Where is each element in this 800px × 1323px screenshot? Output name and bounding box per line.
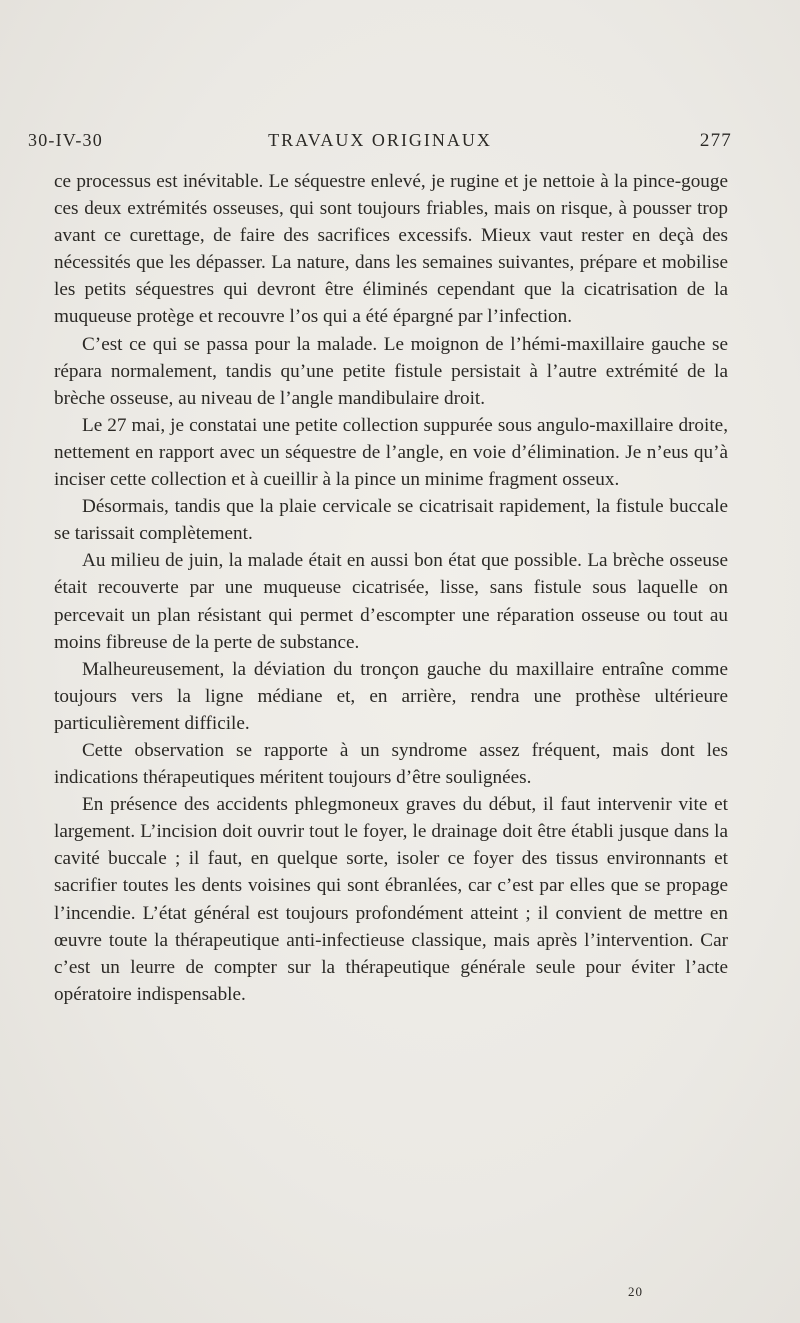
paragraph: Au milieu de juin, la malade était en aussi bon état que possible. La brèche osseuse était recouverte par une muqueuse cicatrisée, lisse, sans fistule sous laquelle on percevait un plan résistant qui permet d’escompter une réparation osseuse ou tout au moins fibreuse de la perte de substance. [54,550,728,653]
signature-mark: 20 [628,1284,643,1299]
paragraph: Le 27 mai, je constatai une petite collection suppurée sous angulo-maxillaire droite, nettement en rapport avec un séquestre de l’angle, en voie d’élimination. Je n’eus qu’à inciser cette collection et à cueillir à la pince un minime fragment osseux. [54,414,728,491]
article-body [54,168,728,1008]
paragraph: Malheureusement, la déviation du tronçon gauche du maxillaire entraîne comme toujours vers la ligne médiane et, en arrière, rendra une prothèse ultérieure particulièrement difficile. [54,658,728,734]
issue-date: 30-IV-30 [28,130,103,150]
page-number: 277 [699,130,732,151]
section-title: TRAVAUX ORIGINAUX [268,130,492,150]
paragraph: C’est ce qui se passa pour la malade. Le moignon de l’hémi-maxillaire gauche se répara normalement, tandis qu’une petite fistule persistait à l’autre extrémité de la brèche osseuse, au niveau de l’angle mandibulaire droit. [54,333,728,409]
paragraph: Désormais, tandis que la plaie cervicale se cicatrisait rapidement, la fistule buccale se tarissait complètement. [54,496,728,545]
paragraph: ce processus est inévitable. Le séquestre enlevé, je rugine et je nettoie à la pince-gouge ces deux extrémités osseuses, qui sont toujours friables, mais on risque, à pousser trop avant ce curettage, de faire des sacrifices excessifs. Mieux vaut rester en deçà des nécessités que les dépasser. La nature, dans les semaines suivantes, prépare et mobilise les petits séquestres qui devront être éliminés cependant que la cicatrisation de la muqueuse protège et recouvre l’os qui a été épargné par l’infection. [54,171,728,328]
paragraph: Cette observation se rapporte à un syndrome assez fréquent, mais dont les indications thérapeutiques méritent toujours d’être soulignées. [54,739,728,789]
running-header [28,130,732,156]
paragraph: En présence des accidents phlegmoneux graves du début, il faut intervenir vite et largement. L’incision doit ouvrir tout le foyer, le drainage doit être établi jusque dans la cavité buccale ; il faut, en quelque sorte, isoler ce foyer des tissus environnants et sacrifier toutes les dents voisines qui sont ébranlées, car c’est par elles que se propage l’incendie. L’état général est toujours profondément atteint ; il convient de mettre en œuvre toute la thérapeutique anti-infectieuse classique, mais après l’intervention. Car c’est un leurre de compter sur la thérapeutique générale seule pour éviter l’acte opératoire indispensable. [54,794,728,1005]
